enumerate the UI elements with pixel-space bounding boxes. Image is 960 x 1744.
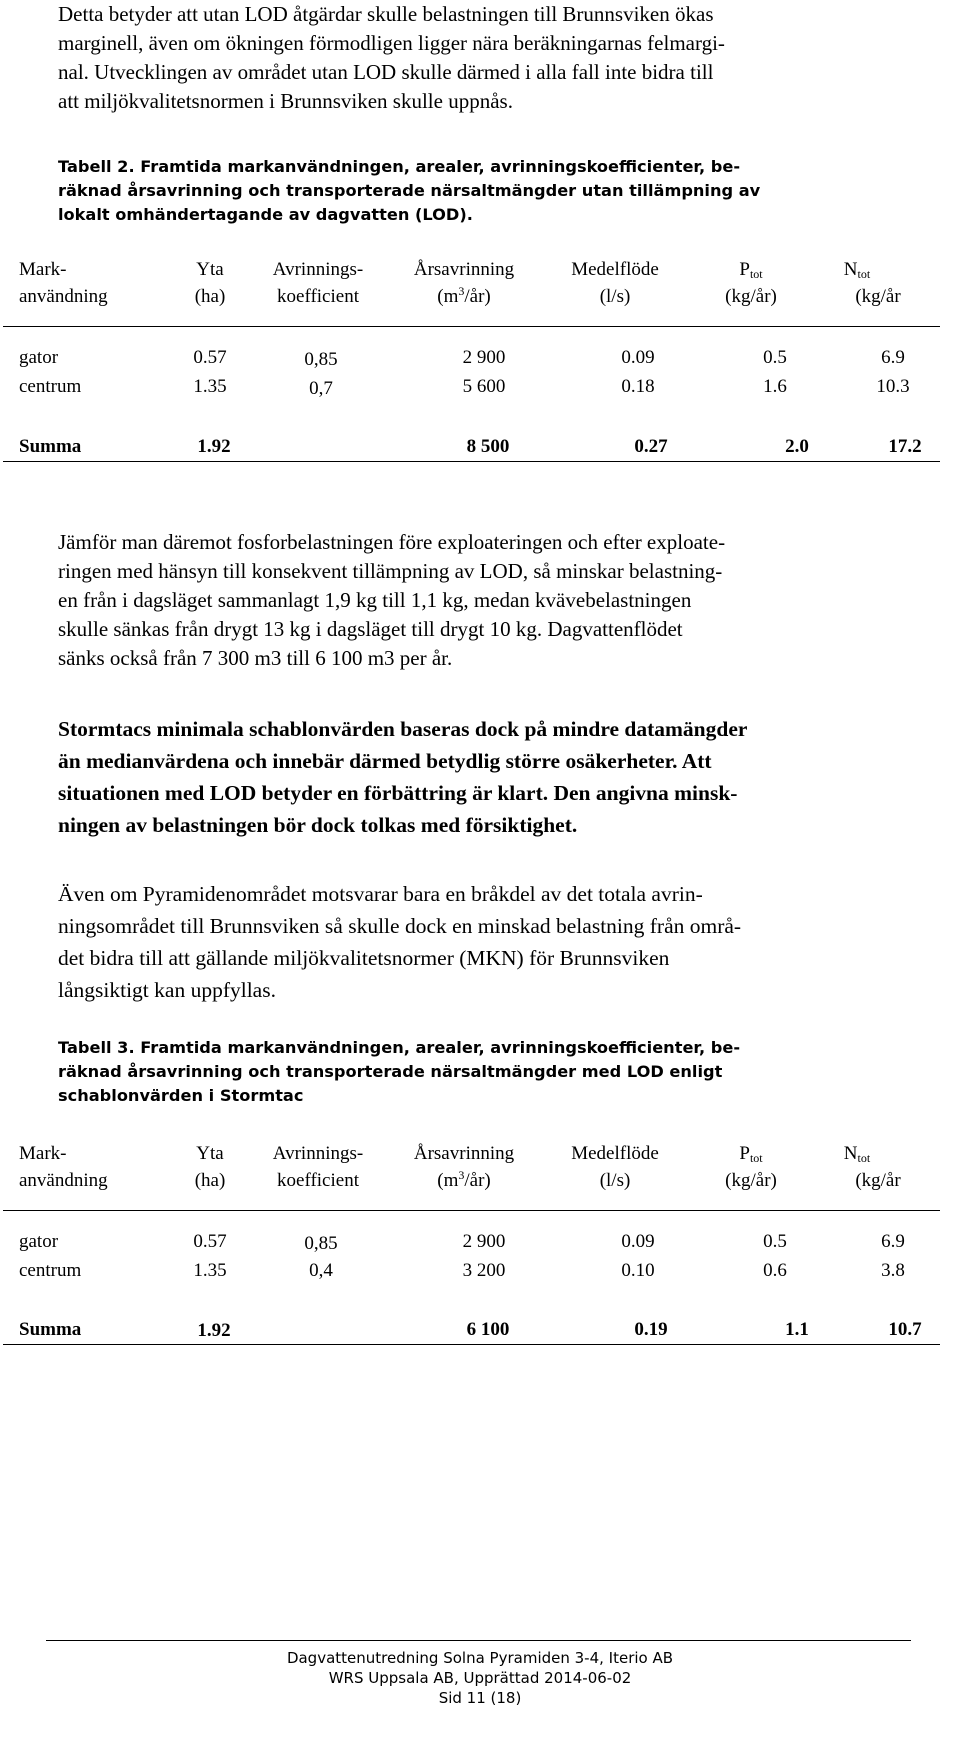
total-n: 10.7 [888, 1319, 922, 1340]
header-mark: Mark- [19, 259, 67, 280]
row-ars: 5 600 [462, 376, 506, 397]
header-avrinning: Avrinnings- [272, 1143, 364, 1164]
pyramid-paragraph [58, 878, 918, 1006]
row-yta: 1.35 [193, 1260, 227, 1281]
header-rule [3, 1210, 940, 1211]
header-medelflode: (l/s) [599, 1170, 631, 1191]
total-name: Summa [19, 436, 82, 457]
row-koef: 0,85 [304, 349, 338, 370]
row-p: 0.5 [763, 1231, 787, 1252]
table3-caption [58, 1036, 918, 1108]
total-med: 0.19 [634, 1319, 668, 1340]
total-ars: 8 500 [466, 436, 510, 457]
header-ntot: (kg/år [855, 1170, 901, 1191]
text-line: sänks också från 7 300 m3 till 6 100 m3 per år. [58, 646, 453, 670]
row-yta: 0.57 [193, 347, 227, 368]
text-line: ringen med hänsyn till konsekvent tillämpning av LOD, så minskar belastning- [58, 559, 723, 583]
footer-title: Dagvattenutredning Solna Pyramiden 3-4, Iterio AB [286, 1649, 674, 1667]
header-yta: (ha) [194, 1170, 226, 1191]
caption-text: räknad årsavrinning och transporterade närsaltmängder utan tillämpning av [58, 181, 761, 200]
row-name: gator [19, 347, 59, 368]
header-ptot: (kg/år) [725, 286, 777, 307]
total-ars: 6 100 [466, 1319, 510, 1340]
header-mark: användning [19, 286, 108, 307]
header-ptot: Ptot [739, 259, 763, 281]
total-rule [3, 461, 940, 462]
footer [0, 1648, 960, 1708]
text-line: långsiktigt kan uppfyllas. [58, 978, 276, 1002]
header-medelflode: Medelflöde [571, 1143, 659, 1164]
caption-text: räknad årsavrinning och transporterade närsaltmängder med LOD enligt [58, 1062, 723, 1081]
row-ars: 3 200 [462, 1260, 506, 1281]
row-koef: 0,7 [309, 378, 333, 399]
total-med: 0.27 [634, 436, 668, 457]
row-med: 0.09 [621, 1231, 655, 1252]
header-mark: Mark- [19, 1143, 67, 1164]
text-line: situationen med LOD betyder en förbättring är klart. Den angivna minsk- [58, 781, 738, 805]
table2-caption [58, 155, 918, 227]
header-arsavrinning: Årsavrinning [413, 259, 515, 280]
total-rule [3, 1344, 940, 1345]
row-yta: 0.57 [193, 1231, 227, 1252]
row-name: centrum [19, 1260, 82, 1281]
text-line: att miljökvalitetsnormen i Brunnsviken skulle uppnås. [58, 89, 513, 113]
row-ars: 2 900 [462, 1231, 506, 1252]
text-line: än medianvärdena och innebär därmed betydlig större osäkerheter. Att [58, 749, 712, 773]
text-line: Jämför man däremot fosforbelastningen före exploateringen och efter exploate- [58, 530, 726, 554]
caption-text: Framtida markanvändningen, arealer, avrinningskoefficienter, be- [134, 157, 741, 176]
row-med: 0.18 [621, 376, 655, 397]
row-name: gator [19, 1231, 59, 1252]
header-yta: (ha) [194, 286, 226, 307]
total-p: 1.1 [785, 1319, 809, 1340]
total-name: Summa [19, 1319, 82, 1340]
text-line: Även om Pyramidenområdet motsvarar bara en bråkdel av det totala avrin- [58, 882, 703, 906]
text-line: nal. Utvecklingen av området utan LOD skulle därmed i alla fall inte bidra till [58, 60, 714, 84]
footer-author: WRS Uppsala AB, Upprättad 2014-06-02 [328, 1669, 632, 1687]
header-yta: Yta [196, 1143, 224, 1164]
header-rule [3, 326, 940, 327]
text-line: en från i dagsläget sammanlagt 1,9 kg till 1,1 kg, medan kvävebelastningen [58, 588, 692, 612]
row-med: 0.10 [621, 1260, 655, 1281]
total-n: 17.2 [888, 436, 922, 457]
caption-text: Framtida markanvändningen, arealer, avrinningskoefficienter, be- [134, 1038, 741, 1057]
header-avrinning: koefficient [277, 1170, 359, 1191]
total-yta: 1.92 [197, 1320, 231, 1341]
header-arsavrinning: Årsavrinning [413, 1143, 515, 1164]
header-mark: användning [19, 1170, 108, 1191]
table3-caption-label: Tabell 3. [58, 1038, 135, 1057]
text-line: ningen av belastningen bör dock tolkas med försiktighet. [58, 813, 578, 837]
header-ptot: (kg/år) [725, 1170, 777, 1191]
compare-paragraph [58, 528, 918, 673]
row-p: 1.6 [763, 376, 787, 397]
footer-rule [46, 1640, 911, 1641]
total-p: 2.0 [785, 436, 809, 457]
total-yta: 1.92 [197, 436, 231, 457]
text-line: Stormtacs minimala schablonvärden baseras dock på mindre datamängder [58, 717, 748, 741]
header-ntot: Ntot [843, 1143, 871, 1165]
text-line: marginell, även om ökningen förmodligen ligger nära beräkningarnas felmargi- [58, 31, 725, 55]
uncertainty-paragraph [58, 713, 918, 841]
row-n: 6.9 [881, 1231, 905, 1252]
header-ptot: Ptot [739, 1143, 763, 1165]
row-name: centrum [19, 376, 82, 397]
caption-text: schablonvärden i Stormtac [58, 1086, 304, 1105]
row-koef: 0,85 [304, 1233, 338, 1254]
row-p: 0.5 [763, 347, 787, 368]
header-arsavrinning: $(m^3/år)$ [437, 284, 491, 307]
row-n: 6.9 [881, 347, 905, 368]
text-line: skulle sänkas från drygt 13 kg i dagsläget till drygt 10 kg. Dagvattenflödet [58, 617, 683, 641]
text-line: ningsområdet till Brunnsviken så skulle dock en minskad belastning från områ- [58, 914, 742, 938]
row-n: 10.3 [876, 376, 910, 397]
text-line: Detta betyder att utan LOD åtgärdar skulle belastningen till Brunnsviken ökas [58, 2, 714, 26]
header-yta: Yta [196, 259, 224, 280]
footer-page-number: Sid 11 (18) [438, 1689, 522, 1707]
row-koef: 0,4 [309, 1260, 333, 1281]
row-yta: 1.35 [193, 376, 227, 397]
row-ars: 2 900 [462, 347, 506, 368]
table2-caption-label: Tabell 2. [58, 157, 135, 176]
row-med: 0.09 [621, 347, 655, 368]
text-line: det bidra till att gällande miljökvalitetsnormer (MKN) för Brunnsviken [58, 946, 670, 970]
header-arsavrinning: $(m^3/år)$ [437, 1168, 491, 1191]
header-medelflode: Medelflöde [571, 259, 659, 280]
header-medelflode: (l/s) [599, 286, 631, 307]
row-n: 3.8 [881, 1260, 905, 1281]
header-avrinning: koefficient [277, 286, 359, 307]
intro-paragraph [58, 0, 918, 116]
caption-text: lokalt omhändertagande av dagvatten (LOD). [58, 205, 473, 224]
row-p: 0.6 [763, 1260, 787, 1281]
header-avrinning: Avrinnings- [272, 259, 364, 280]
header-ntot: (kg/år [855, 286, 901, 307]
header-ntot: Ntot [843, 259, 871, 281]
